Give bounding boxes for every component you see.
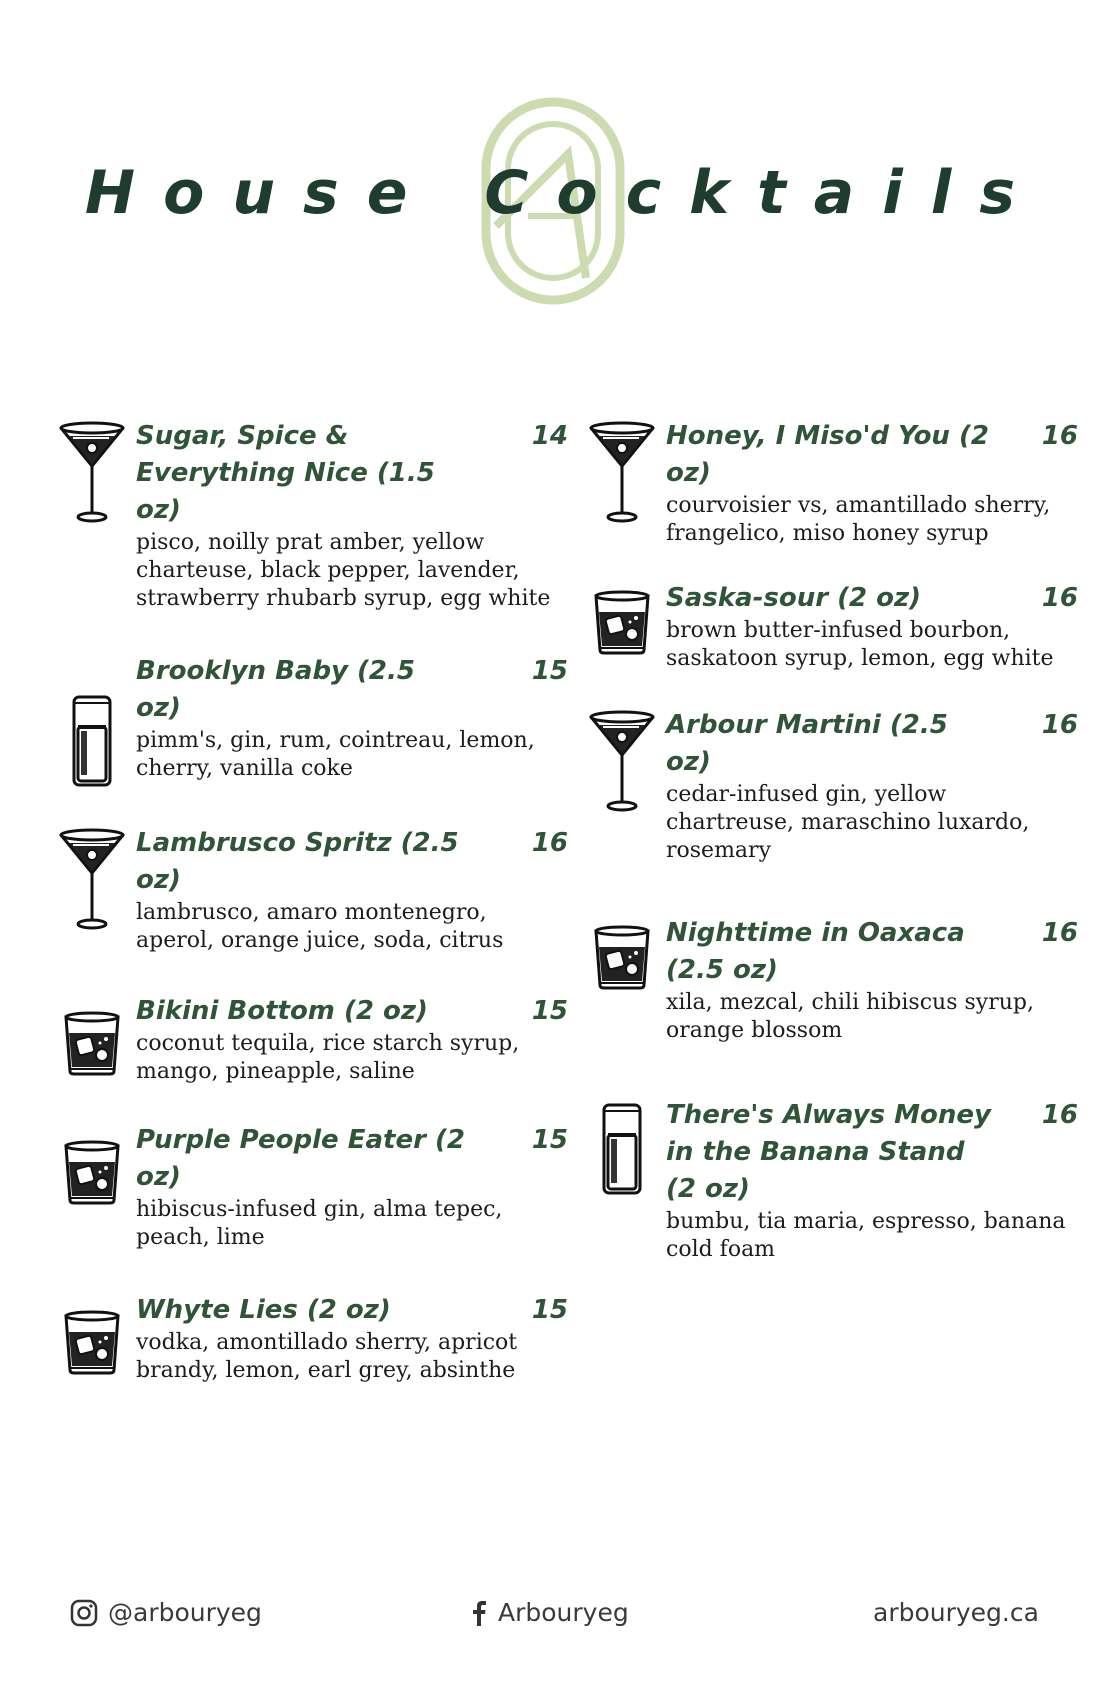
item-name: Whyte Lies (2 oz) xyxy=(136,1295,391,1325)
menu-item-arbour-martini xyxy=(578,707,1078,865)
item-description: vodka, amontillado sherry, apricot brandy, lemon, earl grey, absinthe xyxy=(136,1330,518,1383)
rocks-glass-icon xyxy=(48,1011,136,1077)
item-name: There's Always Money in the Banana Stand (2 oz) xyxy=(666,1100,991,1204)
page-title: House Cocktails xyxy=(84,158,1044,228)
item-description: coconut tequila, rice starch syrup, mango, pineapple, saline xyxy=(136,1031,520,1084)
highball-glass-icon xyxy=(578,1101,666,1197)
menu-item-bikini-bottom xyxy=(48,993,568,1086)
facebook-icon xyxy=(470,1599,488,1627)
menu-item-brooklyn-baby xyxy=(48,653,568,789)
item-description: hibiscus-infused gin, alma tepec, peach, lime xyxy=(136,1197,503,1250)
website-link[interactable] xyxy=(873,1598,1039,1627)
item-name: Brooklyn Baby (2.5 oz) xyxy=(136,656,415,723)
website-url: arbouryeg.ca xyxy=(873,1598,1039,1627)
item-name: Lambrusco Spritz (2.5 oz) xyxy=(136,828,459,895)
item-price: 16 xyxy=(1041,710,1078,740)
item-price: 16 xyxy=(1041,421,1078,451)
instagram-link[interactable] xyxy=(70,1598,262,1627)
menu-item-there-s-always-money-in-the-banana-stand xyxy=(578,1097,1078,1264)
item-description: pisco, noilly prat amber, yellow charteuse, black pepper, lavender, strawberry rhubarb syrup, egg white xyxy=(136,530,551,611)
item-description: courvoisier vs, amantillado sherry, frangelico, miso honey syrup xyxy=(666,493,1051,546)
right-menu-column xyxy=(578,418,1078,1264)
martini-glass-icon xyxy=(48,825,136,935)
item-price: 16 xyxy=(1041,918,1078,948)
item-description: bumbu, tia maria, espresso, banana cold foam xyxy=(666,1209,1066,1262)
item-description: xila, mezcal, chili hibiscus syrup, orange blossom xyxy=(666,990,1034,1043)
item-price: 15 xyxy=(531,1295,568,1325)
item-name: Nighttime in Oaxaca (2.5 oz) xyxy=(666,918,965,985)
item-price: 15 xyxy=(531,656,568,686)
instagram-icon xyxy=(70,1599,98,1627)
item-name: Sugar, Spice & Everything Nice (1.5 oz) xyxy=(136,421,435,525)
item-description: lambrusco, amaro montenegro, aperol, orange juice, soda, citrus xyxy=(136,900,504,953)
item-name: Saska-sour (2 oz) xyxy=(666,583,921,613)
rocks-glass-icon xyxy=(48,1310,136,1376)
item-price: 16 xyxy=(531,828,568,858)
item-description: pimm's, gin, rum, cointreau, lemon, cherry, vanilla coke xyxy=(136,728,535,781)
martini-glass-icon xyxy=(48,418,136,528)
item-description: cedar-infused gin, yellow chartreuse, maraschino luxardo, rosemary xyxy=(666,782,1030,863)
menu-item-lambrusco-spritz xyxy=(48,825,568,955)
item-description: brown butter-infused bourbon, saskatoon syrup, lemon, egg white xyxy=(666,618,1054,671)
item-price: 16 xyxy=(1041,583,1078,613)
item-price: 14 xyxy=(531,421,568,451)
item-price: 15 xyxy=(531,996,568,1026)
martini-glass-icon xyxy=(578,707,666,817)
item-name: Honey, I Miso'd You (2 oz) xyxy=(666,421,989,488)
menu-item-sugar-spice-everything-nice xyxy=(48,418,568,613)
menu-item-whyte-lies xyxy=(48,1292,568,1385)
rocks-glass-icon xyxy=(48,1140,136,1206)
item-name: Purple People Eater (2 oz) xyxy=(136,1125,465,1192)
facebook-handle: Arbouryeg xyxy=(498,1598,629,1627)
martini-glass-icon xyxy=(578,418,666,528)
menu-item-nighttime-in-oaxaca xyxy=(578,915,1078,1045)
left-menu-column xyxy=(48,418,568,1385)
instagram-handle: @arbouryeg xyxy=(108,1598,262,1627)
facebook-link[interactable] xyxy=(470,1598,629,1627)
item-name: Bikini Bottom (2 oz) xyxy=(136,996,428,1026)
footer xyxy=(0,1598,1100,1638)
menu-item-honey-i-miso-d-you xyxy=(578,418,1078,548)
menu-item-purple-people-eater xyxy=(48,1122,568,1252)
rocks-glass-icon xyxy=(578,925,666,991)
menu-item-saska-sour xyxy=(578,580,1078,673)
item-price: 16 xyxy=(1041,1100,1078,1130)
item-name: Arbour Martini (2.5 oz) xyxy=(666,710,948,777)
highball-glass-icon xyxy=(48,693,136,789)
rocks-glass-icon xyxy=(578,590,666,656)
item-price: 15 xyxy=(531,1125,568,1155)
